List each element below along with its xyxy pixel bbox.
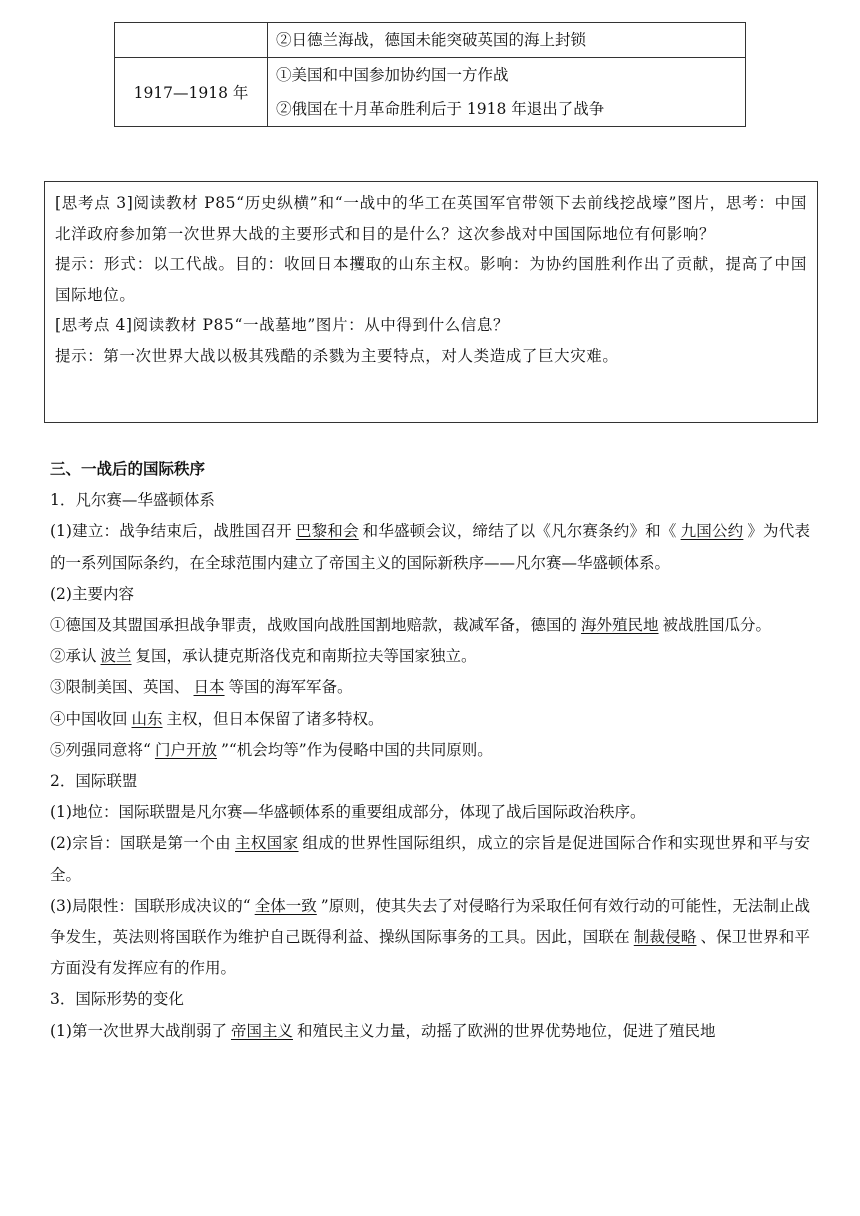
list-item: ②承认 波兰 复国，承认捷克斯洛伐克和南斯拉夫等国家独立。 [50,647,477,666]
fill-blank: 主权国家 [235,834,299,853]
table-row [115,58,746,127]
fill-blank: 九国公约 [680,522,744,541]
event-line: ②日德兰海战，德国未能突破英国的海上封锁 [276,31,587,49]
think-point-4-question: [思考点 4]阅读教材 P85“一战墓地”图片：从中得到什么信息？ [55,316,510,335]
fill-blank: 山东 [131,709,163,728]
events-cell [268,23,746,58]
paragraph: (1)第一次世界大战削弱了 帝国主义 和殖民主义力量，动摇了欧洲的世界优势地位，促进了殖民地 [50,1021,716,1040]
list-item: ③限制美国、英国、 日本 等国的海军军备。 [50,678,353,697]
fill-blank: 全体一致 [254,896,317,915]
list-item: ⑤列强同意将“ 门户开放 ”“机会均等”作为侵略中国的共同原则。 [50,740,493,759]
think-point-box [44,181,818,423]
think-point-3-hint: 提示：形式：以工代战。目的：收回日本攫取的山东主权。影响：为协约国胜利作出了贡献，提高了中国国际地位。 [55,255,807,304]
list-item: ④中国收回 山东 主权，但日本保留了诸多特权。 [50,709,384,728]
subsection-title: 2．国际联盟 [50,772,138,791]
think-point-3-question: [思考点 3]阅读教材 P85“历史纵横”和“一战中的华工在英国军官带领下去前线挖战壕”图片，思考：中国北洋政府参加第一次世界大战的主要形式和目的是什么？这次参战对中国国际地位有何影响？ [55,194,807,243]
period-cell [115,23,268,58]
events-cell [268,58,746,127]
fill-blank: 帝国主义 [230,1021,293,1040]
ww1-timeline-table [114,22,746,127]
event-line: ①美国和中国参加协约国一方作战 [276,66,509,84]
fill-blank: 制裁侵略 [633,928,697,947]
subsection-title: 3．国际形势的变化 [50,990,184,1009]
event-line: ②俄国在十月革命胜利后于 1918 年退出了战争 [276,100,605,118]
paragraph: (2)宗旨：国联是第一个由 主权国家 组成的世界性国际组织，成立的宗旨是促进国际合作和实现世界和平与安全。 [50,834,810,884]
fill-blank: 海外殖民地 [581,616,659,635]
subsection-title: 1．凡尔赛—华盛顿体系 [50,491,215,510]
paragraph: (1)地位：国际联盟是凡尔赛—华盛顿体系的重要组成部分，体现了战后国际政治秩序。 [50,803,646,822]
fill-blank: 日本 [193,678,225,697]
list-item: ①德国及其盟国承担战争罪责，战败国向战胜国割地赔款，裁减军备，德国的 海外殖民地 被战胜国瓜分。 [50,616,772,635]
think-point-4-hint: 提示：第一次世界大战以极其残酷的杀戮为主要特点，对人类造成了巨大灾难。 [55,346,619,365]
period-cell: 1917—1918 年 [115,58,268,127]
fill-blank: 门户开放 [154,740,217,759]
paragraph: (2)主要内容 [50,584,134,603]
main-content [50,454,810,1047]
section-heading: 三、一战后的国际秩序 [50,460,206,478]
paragraph: (1)建立：战争结束后，战胜国召开 巴黎和会 和华盛顿会议，缔结了以《凡尔赛条约》和《 九国公约 》为代表的一系列国际条约，在全球范围内建立了帝国主义的国际新秩序——凡尔赛—华盛顿体系。 [50,522,810,572]
fill-blank: 巴黎和会 [295,522,359,541]
fill-blank: 波兰 [100,647,132,666]
table-row [115,23,746,58]
paragraph: (3)局限性：国联形成决议的“ 全体一致 ”原则，使其失去了对侵略行为采取任何有效行动的可能性，无法制止战争发生，英法则将国联作为维护自己既得利益、操纵国际事务的工具。因此，国联在 制裁侵略 、保卫世界和平方面没有发挥应有的作用。 [50,896,810,978]
